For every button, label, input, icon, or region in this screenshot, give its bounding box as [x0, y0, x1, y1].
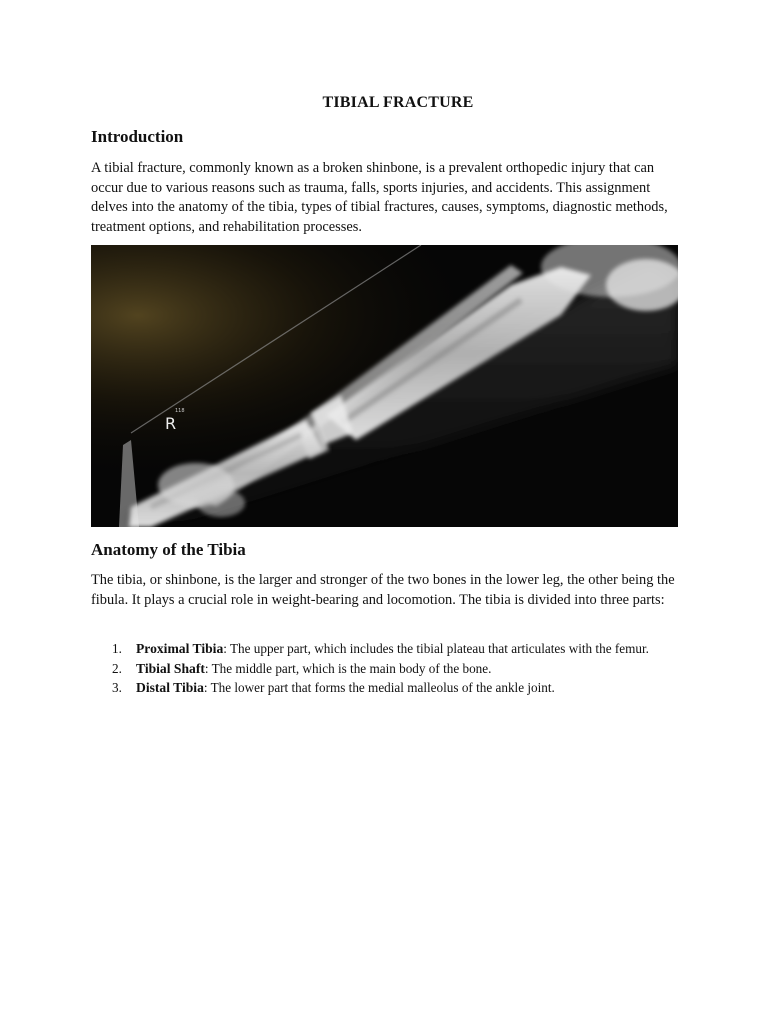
xray-illustration	[91, 245, 678, 527]
list-item	[91, 640, 681, 658]
list-term: Tibial Shaft	[136, 660, 205, 676]
list-number: 3.	[112, 680, 122, 695]
tibia-parts-list	[91, 640, 681, 699]
xray-marker-superscript: 118	[175, 408, 185, 414]
list-number: 1.	[112, 641, 122, 656]
list-text: : The upper part, which includes the tibial plateau that articulates with the femur.	[223, 641, 649, 656]
list-term: Proximal Tibia	[136, 641, 224, 656]
document-title: TIBIAL FRACTURE	[322, 94, 474, 111]
list-item	[91, 660, 681, 678]
heading-introduction: Introduction	[91, 127, 184, 146]
list-item	[91, 679, 681, 697]
paragraph-introduction: A tibial fracture, commonly known as a broken shinbone, is a prevalent orthopedic injury that can occur due to various reasons such as trauma, falls, sports injuries, and accidents. This assignment delves into the anatomy of the tibia, types of tibial fractures, causes, symptoms, diagnostic methods, treatment options, and rehabilitation processes.	[91, 160, 668, 235]
paragraph-anatomy: The tibia, or shinbone, is the larger and stronger of the two bones in the lower leg, the other being the fibula. It plays a crucial role in weight-bearing and locomotion. The tibia is divided into three parts:	[91, 572, 675, 608]
heading-anatomy: Anatomy of the Tibia	[91, 540, 246, 559]
list-number: 2.	[112, 660, 122, 676]
list-term: Distal Tibia	[136, 680, 204, 695]
xray-image	[91, 245, 678, 527]
xray-side-marker: R	[165, 414, 177, 433]
list-text: : The middle part, which is the main body of the bone.	[204, 660, 492, 676]
list-text: : The lower part that forms the medial malleolus of the ankle joint.	[203, 680, 555, 695]
